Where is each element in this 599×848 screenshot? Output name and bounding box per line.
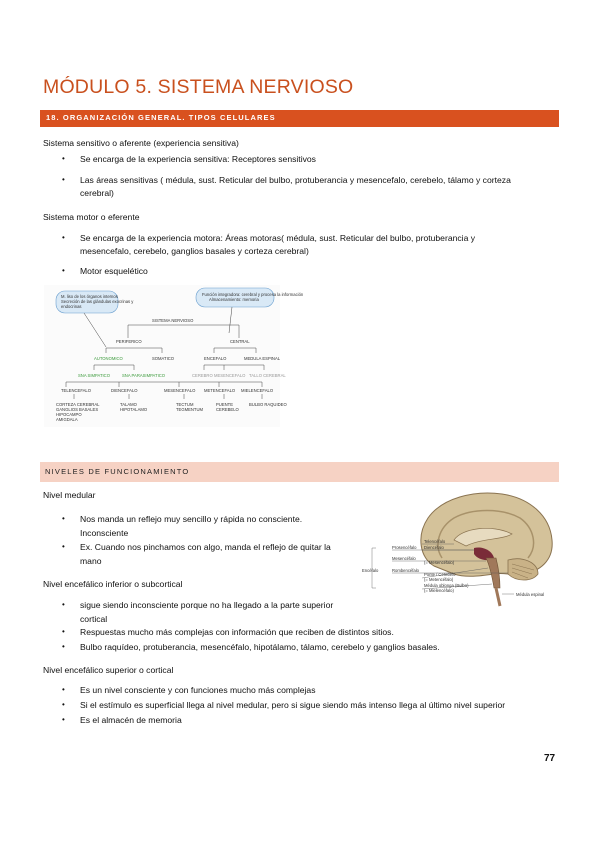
note-left-line: M. liso de los órganos internos [61, 294, 118, 299]
leaf-label: HIPOCAMPO [56, 412, 82, 417]
node-periferico: PERIFERICO [116, 339, 142, 344]
node-parasimpatico: SNA PARASIMPATICO [122, 373, 166, 378]
note-right-line: Almacenamiento: memoria [209, 297, 259, 302]
section-header-label: NIVELES DE FUNCIONAMIENTO [45, 467, 190, 476]
brain-label: Diencéfalo [424, 545, 444, 550]
bullet-icon: • [62, 542, 65, 551]
leaf-label: TALAMO [120, 402, 137, 407]
list-item: Bulbo raquídeo, protuberancia, mesencéfalo, hipotálamo, tálamo, cerebelo y ganglios basales. [80, 642, 440, 652]
brain-label: Médula espinal [516, 592, 545, 597]
bullet-icon: • [62, 627, 65, 636]
list-item: Si el estímulo es superficial llega al nivel medular, pero si sigue siendo más intenso llega al último nivel superior [80, 700, 506, 710]
bullet-icon: • [62, 600, 65, 609]
node-encefalo: ENCEFALO [204, 356, 227, 361]
node-autonomo: AUTONOMICO [94, 356, 123, 361]
section-header-niveles [40, 462, 559, 482]
section-header [40, 110, 559, 127]
list-item-continued: mano [80, 556, 102, 566]
node-medula-espinal: MEDULA ESPINAL [244, 356, 281, 361]
list-item-continued: cortical [80, 614, 108, 624]
node-mielencefalo: MIELENCEFALO [241, 388, 274, 393]
node-diencefalo: DIENCEFALO [111, 388, 138, 393]
leaf-label: BULBO RAQUIDEO [249, 402, 287, 407]
node-central: CENTRAL [230, 339, 250, 344]
list-item: Nos manda un reflejo muy sencillo y rápida no consciente. [80, 514, 303, 524]
heading-motor: Sistema motor o eferente [43, 212, 140, 222]
list-item-continued: mesencefalo, cerebelo, ganglios basales y corteza cerebral) [80, 246, 309, 256]
list-item: Las áreas sensitivas ( médula, sust. Reticular del bulbo, protuberancia y mesencefalo, cerebelo, tálamo y corteza [80, 175, 511, 185]
list-item: Es un nivel consciente y con funciones mucho más complejas [80, 685, 316, 695]
section-header-label: 18. ORGANIZACIÓN GENERAL. TIPOS CELULARES [46, 113, 276, 122]
brain-label: Ponte / Cerebelo [424, 572, 456, 577]
list-item: sigue siendo inconsciente porque no ha llegado a la parte superior [80, 600, 334, 610]
brain-label: Médula oblonga (Bulbo) [424, 583, 469, 588]
node-tallo-cerebral: TALLO CEREBRAL [249, 373, 286, 378]
brain-label: Rombencéfalo [392, 568, 420, 573]
heading-nivel-medular: Nivel medular [43, 490, 96, 500]
leaf-label: CEREBELO [216, 407, 239, 412]
page-number: 77 [544, 753, 556, 764]
heading-sensitivo: Sistema sensitivo o aferente (experiencia sensitiva) [43, 138, 239, 148]
bullet-icon: • [62, 233, 65, 242]
list-item: Respuestas mucho más complejas con información que reciben de distintos sitios. [80, 627, 394, 637]
node-mesencefalo: MESENCEFALO [164, 388, 196, 393]
bullet-icon: • [62, 642, 65, 651]
node-metencefalo: METENCEFALO [204, 388, 236, 393]
heading-cortical: Nivel encefálico superior o cortical [43, 665, 174, 675]
bullet-icon: • [62, 514, 65, 523]
note-left-line: Secreción de las glándulas exocrinas y [61, 299, 134, 304]
leaf-label: GANGLIOS BASALES [56, 407, 99, 412]
page-title: MÓDULO 5. SISTEMA NERVIOSO [43, 76, 354, 98]
brain-label: Mesencéfalo [392, 556, 416, 561]
node-cerebro: CEREBRO [192, 373, 213, 378]
brain-illustration [362, 488, 559, 608]
list-item: Se encarga de la experiencia sensitiva: Receptores sensitivos [80, 154, 316, 164]
heading-subcortical: Nivel encefálico inferior o subcortical [43, 579, 183, 589]
brain-label: (= Mielencéfalo) [424, 588, 454, 593]
leaf-label: TECTUM [176, 402, 194, 407]
node-mesencefalo-top: MESENCEFALO [214, 373, 246, 378]
leaf-label: CORTEZA CEREBRAL [56, 402, 100, 407]
leaf-label: HIPOTALAMO [120, 407, 148, 412]
brain-label: (= Mesencéfalo) [424, 560, 455, 565]
node-simpatico: SNA SIMPATICO [78, 373, 110, 378]
brain-label: Telencéfalo [424, 539, 446, 544]
note-right-line: Función integradora: cerebral y procesa la información [202, 292, 304, 297]
node-sistema-nervioso: SISTEMA NERVIOSO [152, 318, 194, 323]
list-item-continued: Inconsciente [80, 528, 129, 538]
list-item: Se encarga de la experiencia motora: Áreas motoras( médula, sust. Reticular del bulbo, protuberancia y [80, 233, 476, 243]
bullet-icon: • [62, 700, 65, 709]
leaf-label: PUENTE [216, 402, 233, 407]
brain-label: Encéfalo [362, 568, 379, 573]
node-telencefalo: TELENCEFALO [61, 388, 92, 393]
note-left-line: endocrinas [61, 304, 82, 309]
list-item: Es el almacén de memoria [80, 715, 182, 725]
node-somatico: SOMATICO [152, 356, 175, 361]
list-item: Ex. Cuando nos pinchamos con algo, manda el reflejo de quitar la [80, 542, 331, 552]
bullet-icon: • [62, 685, 65, 694]
brain-label: Prosencéfalo [392, 545, 417, 550]
nervous-system-diagram [44, 285, 304, 427]
bullet-icon: • [62, 175, 65, 184]
brain-label: (= Metencéfalo) [424, 577, 454, 582]
bullet-icon: • [62, 154, 65, 163]
list-item-continued: cerebral) [80, 188, 114, 198]
leaf-label: AMIGDALA [56, 417, 78, 422]
bullet-icon: • [62, 715, 65, 724]
leaf-label: TEGMENTUM [176, 407, 203, 412]
bullet-icon: • [62, 266, 65, 275]
list-item: Motor esquelético [80, 266, 148, 276]
